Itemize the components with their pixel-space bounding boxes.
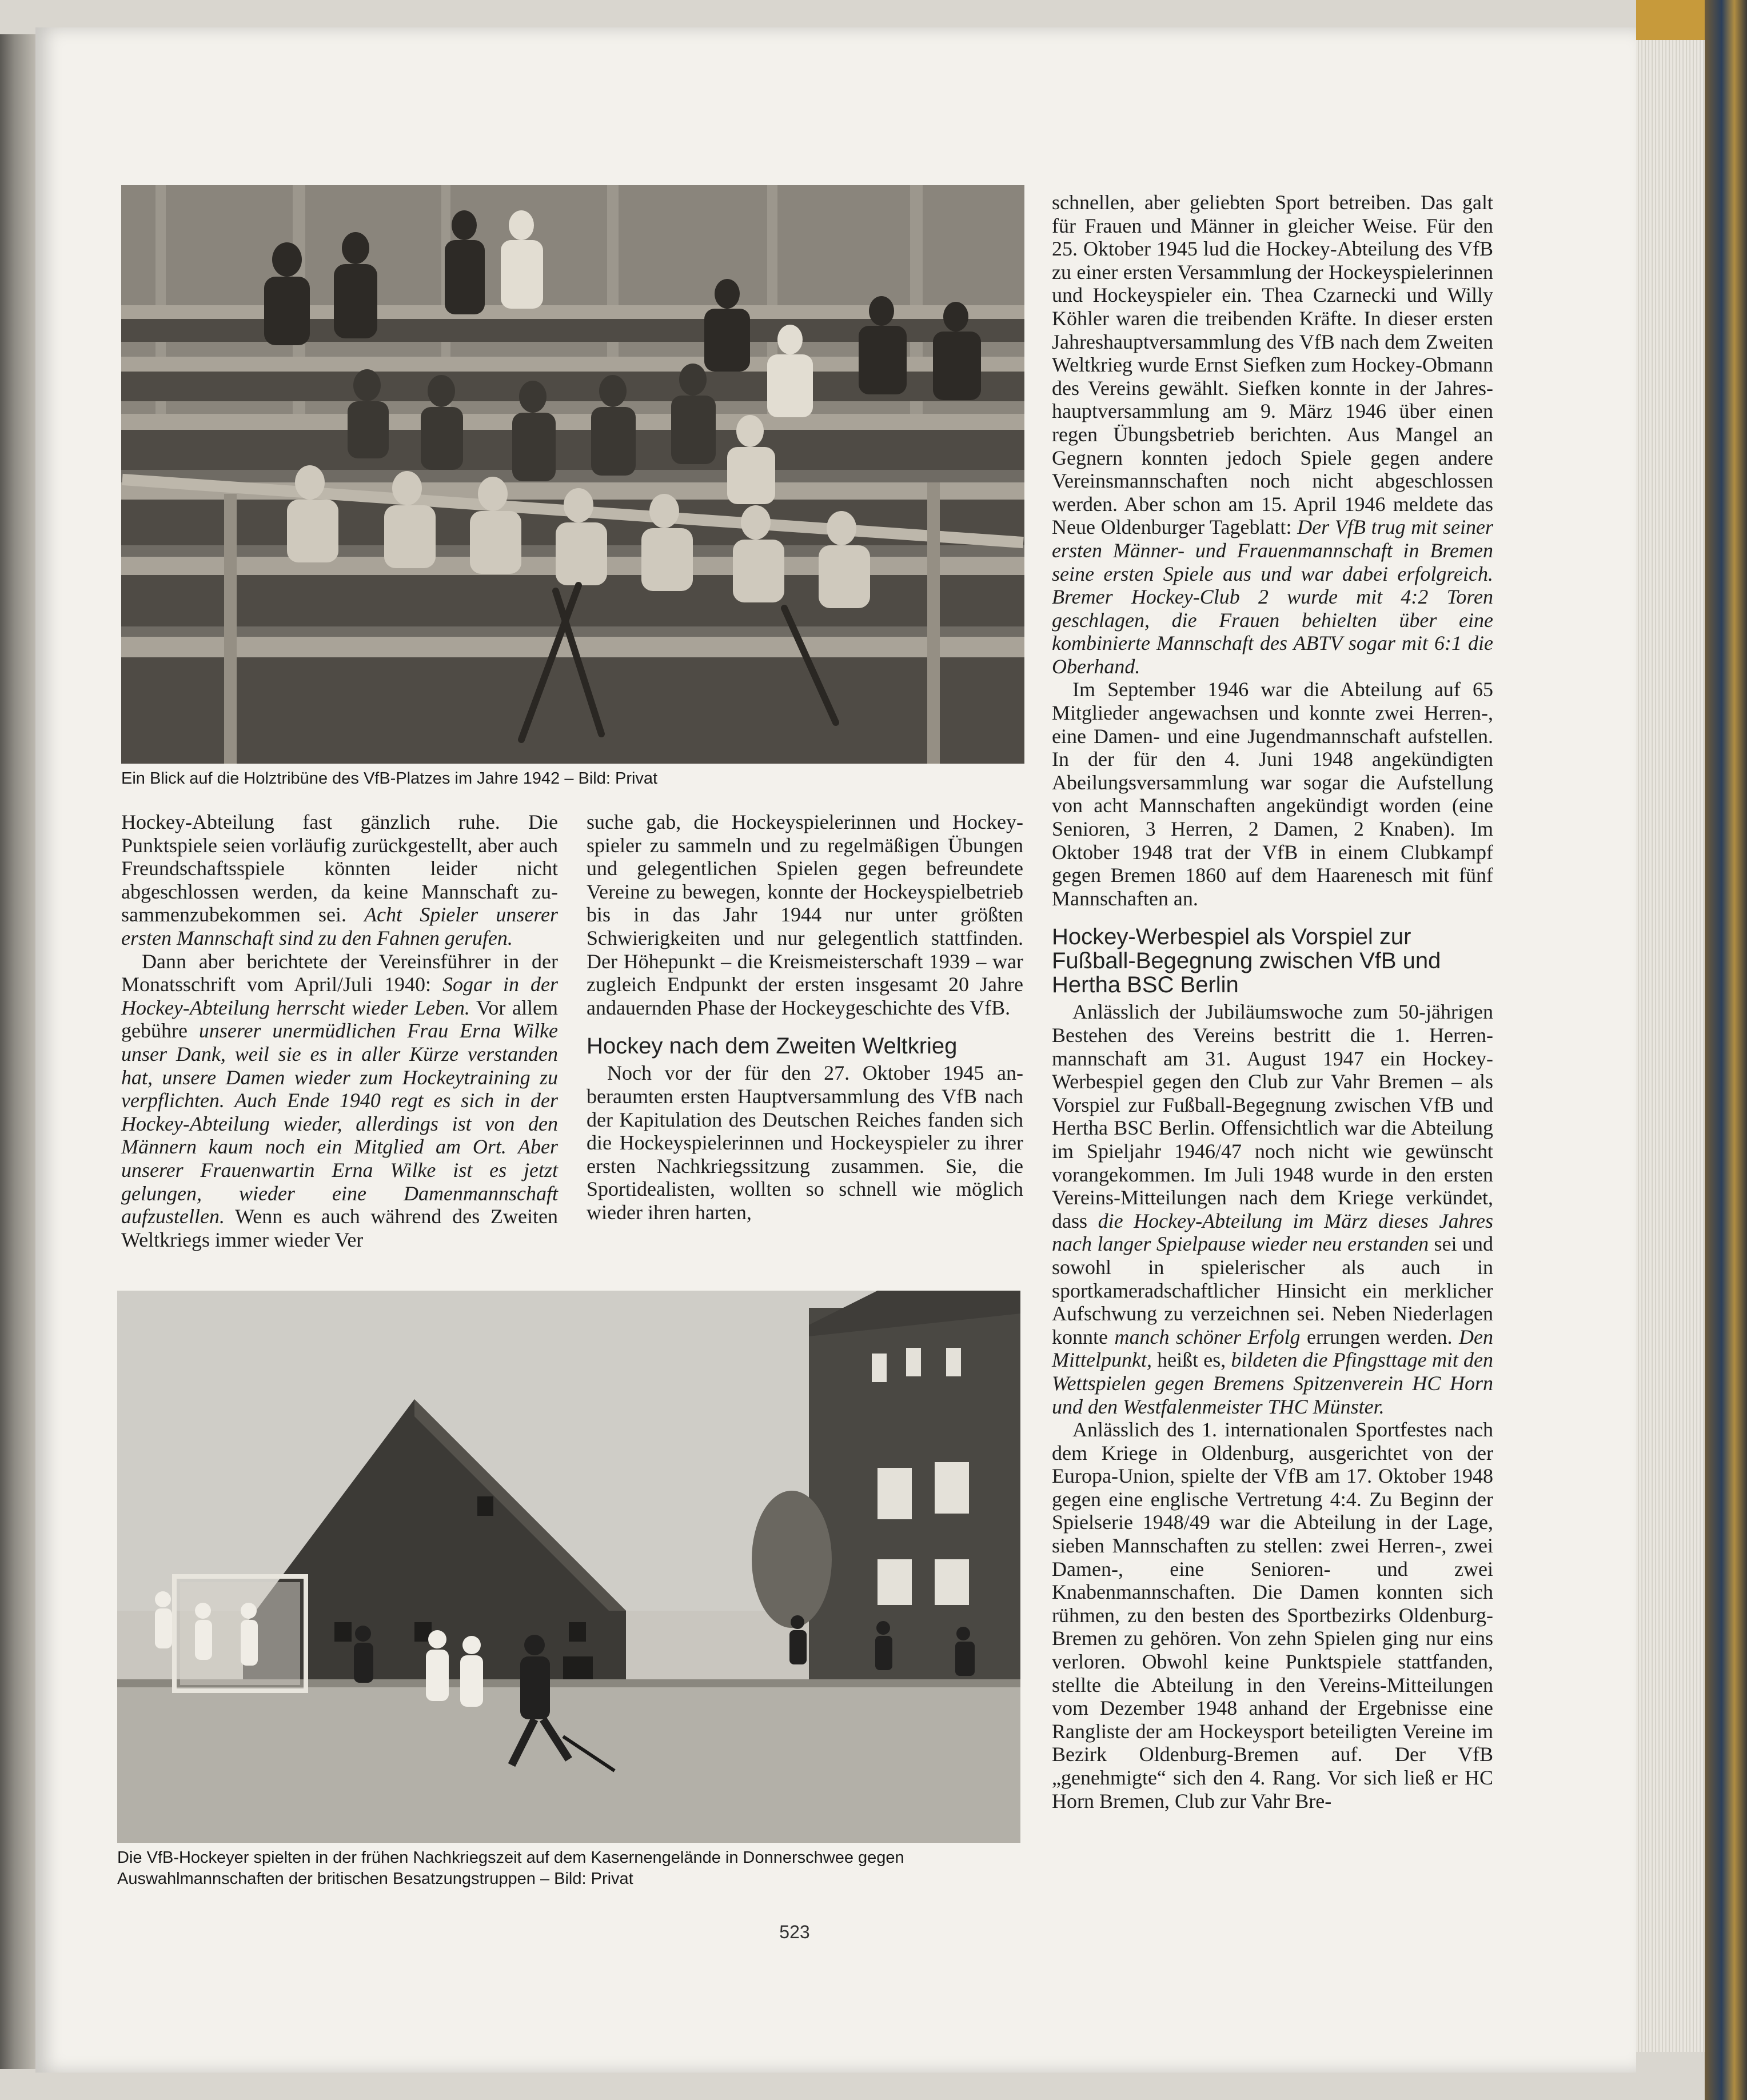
section-heading-post-war: Hockey nach dem Zweiten Weltkrieg [587,1033,958,1059]
col3-p3-text-d: heißt es, [1151,1348,1231,1372]
col3-p3-text-b: sei und sowohl in spielerischer als auch in sportkameradschaftlicher Hinsicht ein merklicher Aufschwung zu verzeichnen sei. Neben Niederlagen konnte [1052,1232,1493,1348]
col2-paragraph-1: suche gab, die Hockeyspielerinnen und Hockeyspieler zu sammeln und zu regelmäßigen Übungen und gelegentlichen Spielen gegen befreundete Vereine zu bewegen, konnte der Hockeyspielbetrieb bis in das Jahr 1944 nur unter größten Schwierigkeiten und nur gelegentlich stattfinden. Der Höhepunkt – die Kreismeisterschaft 1939 – war zugleich Endpunkt der ersten insgesamt 20 Jahre andauernden Phase der Hockeygeschichte des VfB. [587,811,1023,1019]
caption-line-1: Die VfB-Hockeyer spielten in der frühen Nachkriegszeit auf dem Kasernengelände in Donnerschwee gegen [117,1849,904,1867]
col3-paragraph-3 [1052,1000,1493,1418]
col3-p3-quote: die Hockey-Abteilung im März dieses Jahres nach langer Spielpause wieder neu erstanden [1052,1209,1494,1256]
page-edges [1636,40,1705,2052]
col3-p3-quote-b: manch schöner Erfolg [1114,1325,1301,1348]
caption-line-2: Auswahlmannschaften der britischen Besatzungstruppen – Bild: Privat [117,1870,633,1888]
col3-p3-text: Anlässlich der Jubiläumswoche zum 50-jährigen Bestehen des Vereins bestritt die 1. Herrenmannschaft am 31. August 1947 ein Hockey-Werbespiel gegen den Club zur Vahr Bremen – als Vorspiel zur Fußball-Begegnung zwischen VfB und Hertha BSC Berlin. Offensichtlich war die Abteilung im Spieljahr 1946/47 noch nicht wie gewünscht vorangekommen. Im Juli 1948 wurde in den ersten Vereins-Mitteilungen nach dem Kriege verkündet, dass [1052,1000,1493,1232]
col3-paragraph-4: Anlässlich des 1. internationalen Sportfestes nach dem Kriege in Oldenburg, ausgerichtet von der Europa-Union, spielte der VfB am 17. Oktober 1948 gegen eine englische Vertretung 4:4. Zu Beginn der Spielserie 1948/49 war die Abteilung in der Lage, sieben Mannschaften zu stellen: zwei Herren-, zwei Damen-, eine Senioren- und zwei Knabenmannschaften. Die Damen konnten sich rühmen, zu den besten des Sportbezirks Oldenburg-Bremen zu gehören. Von zehn Spielen ging nur eins verloren. Obwohl keine Punktspiele stattfanden, stellte die Abteilung in den Vereins-Mitteilungen vom Dezember 1948 anhand der Ergebnisse eine Rangliste der am Hockeysport beteiligten Vereine im Bezirk Oldenburg-Bremen auf. Der VfB „genehmigte“ sich den 4. Rang. Vor sich ließ er HC Horn Bremen, Club zur Vahr Bre- [1052,1418,1493,1812]
col3-p3-quote-c: Den Mittelpunkt, [1052,1325,1493,1372]
text-column-2 [587,811,1023,1224]
col1-p2-text: Dann aber berichtete der Vereinsführer in der Monatsschrift vom April/Juli 1940: [121,949,558,996]
hockey-match-image [117,1291,1020,1843]
text-column-1 [121,811,558,1251]
col1-p1-text: Hockey-Abteilung fast gänzlich ruhe. Die Punktspiele seien vorläufig zurückgestellt, aber auch Freundschaftsspiele könnten leider nicht abgeschlossen werden, da keine Mannschaft zusammenzubekommen sei. [121,811,558,927]
col1-p2-quote: Sogar in der Hockey-Abteilung herrscht wieder Leben. [121,973,558,1019]
col3-p1-quote: Der VfB trug mit seiner ersten Männer- und Frauenmannschaft in Bremen seine ersten Spiele aus und war dabei erfolgreich. Bremer Hockey-Club 2 wurde mit 4:2 Toren geschlagen, die Frauen behielten über eine kombinierte Mannschaft des ABTV sogar mit 6:1 die Oberhand. [1052,516,1493,678]
page-number: 523 [779,1922,810,1942]
col3-p1-text: schnellen, aber geliebten Sport betreiben. Das galt für Frauen und Männer in gleicher Weise. Für den 25. Oktober 1945 lud die Hockey-Abteilung des VfB zu einer ersten Versammlung der Hockeyspielerinnen und Hockeyspieler ein. Thea Czarnecki und Willy Köhler waren die treibenden Kräfte. In dieser ersten Jahreshauptversammlung des VfB nach dem Zweiten Weltkrieg wurde Ernst Siefken zum Hockey-Obmann des Vereins gewählt. Siefken konnte in der Jahreshauptversammlung am 9. März 1946 über einen regen Übungsbetrieb berichten. Aus Mangel an Gegnern konnten jedoch Spiele gegen andere Vereinsmannschaften noch nicht abgeschlossen werden. Aber schon am 15. April 1946 meldete das Neue Oldenburger Tageblatt: [1052,191,1493,539]
col1-p2-text-c: Wenn es auch während des Zweiten Weltkriegs immer wieder Ver [121,1205,558,1251]
photo-grandstand [121,185,1024,764]
photo-grandstand-caption: Ein Blick auf die Holztribüne des VfB-Platzes im Jahre 1942 – Bild: Privat [121,769,658,788]
col1-p2-text-b: Vor allem gebühre [121,996,558,1043]
photo-hockey-match-caption [117,1847,1043,1890]
col1-paragraph-2 [121,950,558,1252]
photo-hockey-match [117,1291,1020,1843]
col3-paragraph-1 [1052,191,1493,678]
col3-paragraph-2: Im September 1946 war die Abteilung auf 65 Mitglieder angewachsen und konnte zwei Herren-, eine Damen- und eine Jugendmannschaft aufstellen. In der für den 4. Juni 1948 angekündigten Abeilungsversammlung war sogar die Aufstellung von acht Mannschaften angekündigt worden (eine Senioren, 3 Herren, 2 Damen, 2 Knaben). Im Oktober 1948 trat der VfB in einem Clubkampf gegen Bremen 1860 auf dem Haarenesch mit fünf Mannschaften an. [1052,678,1493,910]
col3-p3-text-c: errungen werden. [1300,1325,1459,1348]
section-heading-werbespiel: Hockey-Werbespiel als Vorspiel zur Fußball-Begegnung zwischen VfB und Hertha BSC Berlin [1052,924,1441,998]
cover-right-edge [1705,0,1747,2100]
book-gutter [0,34,35,2069]
col1-paragraph-1 [121,811,558,950]
col2-paragraph-2: Noch vor der für den 27. Oktober 1945 anberaumten ersten Hauptversammlung des VfB nach der Kapitulation des Deutschen Reiches fanden sich die Hockeyspielerinnen und Hockeyspieler zu ihrer ersten Nachkriegssitzung zusammen. Sie, die Sportidealisten, wollten so schnell wie möglich wieder ihren harten, [587,1061,1023,1224]
col1-p2-quote-b: unserer unermüdlichen Frau Erna Wilke unser Dank, weil sie es in aller Kürze verstanden hat, unsere Damen wieder zum Hockeytraining zu verpflichten. Auch Ende 1940 regt es sich in der Hockey-Abteilung wieder, allerdings ist von den Männern kaum noch ein Mitglied am Ort. Aber unserer Frauenwartin Erna Wilke ist es jetzt gelungen, wieder eine Damenmannschaft aufzustellen. [121,1019,558,1228]
grandstand-image [121,185,1024,764]
col3-p3-quote-d: bildeten die Pfingsttage mit den Wettspielen gegen Bremens Spitzenverein HC Horn und den Westfalenmeister THC Münster. [1052,1348,1493,1418]
col1-p1-quote: Acht Spieler unserer ersten Mannschaft sind zu den Fahnen gerufen. [121,903,558,949]
text-column-3 [1052,191,1493,1812]
